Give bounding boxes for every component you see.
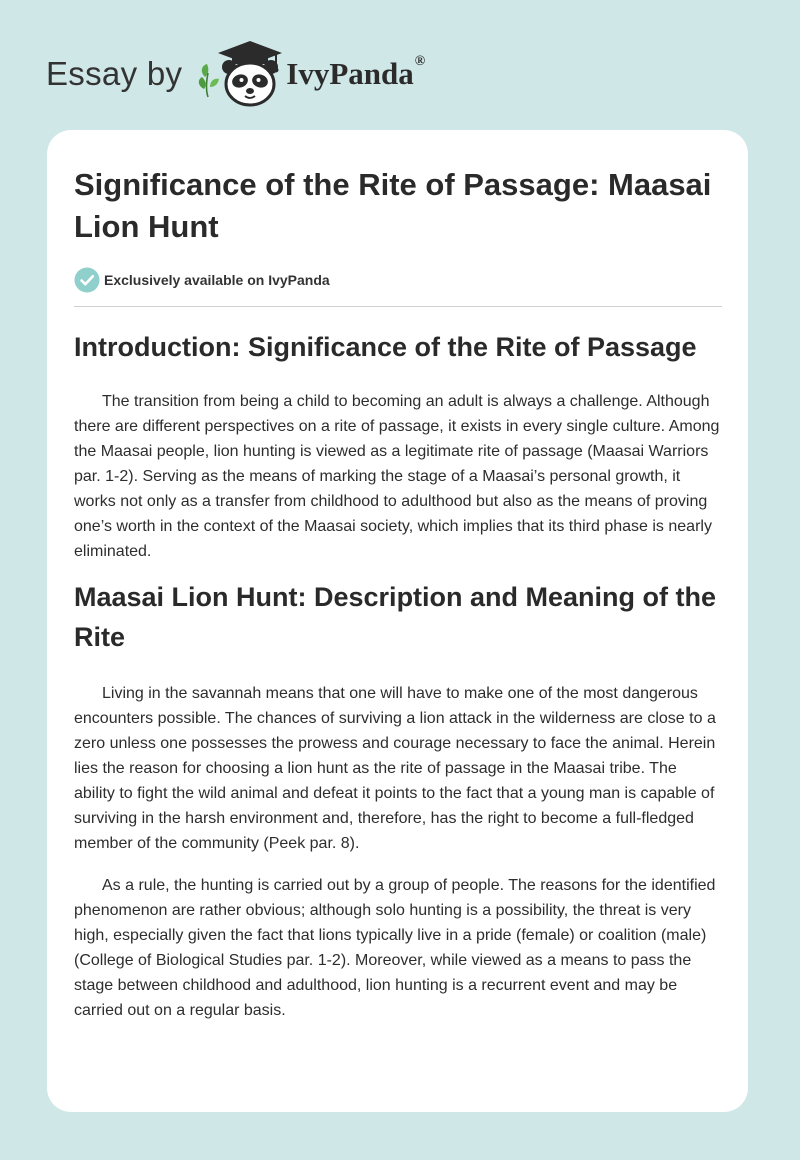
- exclusive-badge-text: Exclusively available on IvyPanda: [104, 272, 330, 288]
- exclusive-badge: [74, 267, 722, 293]
- check-circle-icon: [74, 267, 100, 293]
- brand-prefix: Essay by: [46, 55, 183, 92]
- paragraph: Living in the savannah means that one will have to make one of the most dangerous encounters possible. The chances of surviving a lion attack in the wilderness are close to a zero unless one possesses the prowess and courage necessary to face the animal. Herein lies the reason for choosing a lion hunt as the rite of passage in the Maasai tribe. The ability to fight the wild animal and defeat it points to the fact that a young man is capable of surviving in the harsh environment and, therefore, has the right to become a full-fledged member of the community (Peek par. 8).: [74, 685, 716, 852]
- paragraph: As a rule, the hunting is carried out by a group of people. The reasons for the identified phenomenon are rather obvious; although solo hunting is a possibility, the threat is very high, especially given the fact that lions typically live in a pride (female) or coalition (male) (College of Biological Studies par. 1-2). Moreover, while viewed as a means to pass the stage between childhood and adulthood, lion hunting is a recurrent event and may be carried out on a regular basis.: [74, 877, 716, 1019]
- brand-name-text: IvyPanda: [286, 56, 414, 91]
- registered-mark: ®: [414, 53, 426, 69]
- panda-graduate-icon[interactable]: [196, 39, 284, 109]
- paragraph: The transition from being a child to becoming an adult is always a challenge. Although there are different perspectives on a rite of passage, it exists in every single culture. Among the Maasai people, lion hunting is viewed as a legitimate rite of passage (Maasai Warriors par. 1-2). Serving as the means of marking the stage of a Maasai’s personal growth, it works not only as a transfer from childhood to adulthood but also as the means of proving one’s worth in the context of the Maasai society, which implies that its third phase is nearly eliminated.: [74, 393, 720, 560]
- brand-name[interactable]: [286, 53, 426, 92]
- article-card: [47, 130, 748, 1112]
- page-title: Significance of the Rite of Passage: Maasai Lion Hunt: [74, 167, 712, 244]
- divider: [74, 306, 722, 307]
- brand-header: [46, 36, 425, 112]
- section-heading-description: Maasai Lion Hunt: Description and Meaning of the Rite: [74, 582, 717, 652]
- section-heading-introduction: Introduction: Significance of the Rite of Passage: [74, 332, 697, 362]
